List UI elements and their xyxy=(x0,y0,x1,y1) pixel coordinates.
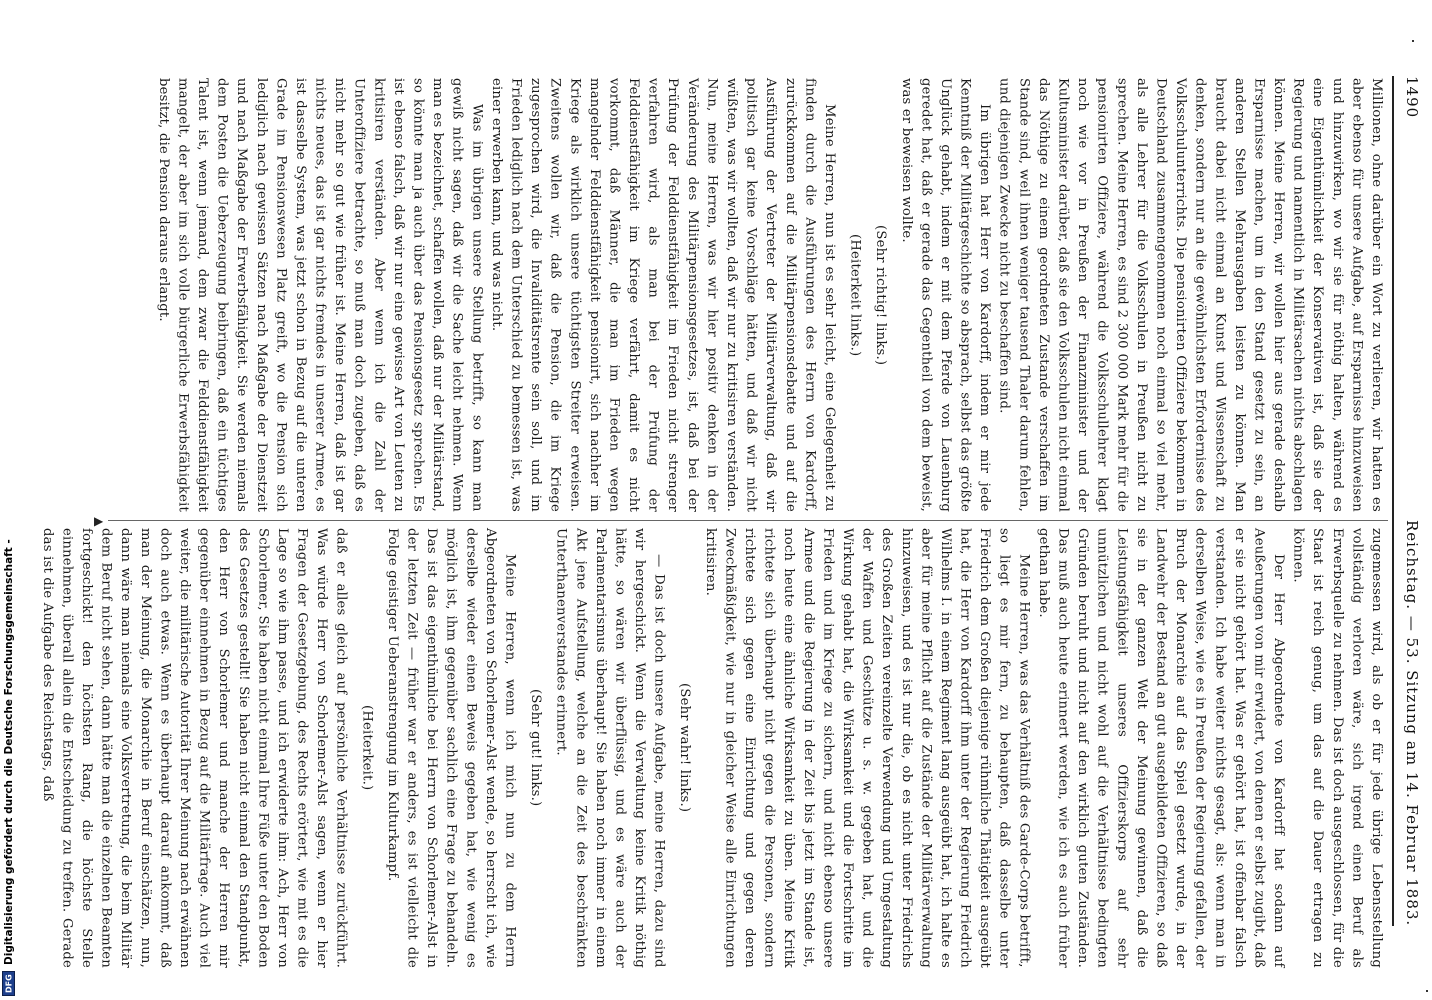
paragraph: Meine Herren, nun ist es sehr leicht, eine Gelegenheit zu finden durch die Ausführungen des Herrn von Kardorff, zurückkommen auf die Militärpensionsdebatte und auf die Ausführung der Vertreter der Militärverwaltung, daß wir politisch gar keine Vorschläge hätten, und daß wir nicht wüßten, was wir wollten, daß wir nur zu kritisiren verständen. Nun, meine Herren, was wir hier positiv denken in der Veränderung des Militärpensionsgesetzes, ist, daß bei der Prüfung der Felddienstfähigkeit im Frieden nicht strenger verfahren wird, als man bei der Prüfung der Felddienstfähigkeit im Kriege verfährt, damit es nicht vorkommt, daß Männer, die man im Frieden wegen mangelnder Felddienstfähigkeit pensionirt, sich nachher im Kriege als wirklich unsere tüchtigsten Streiter erweisen. Zweitens wollen wir, daß die Pension, die im Kriege zugesprochen wird, die Invaliditätsrente sein soll, und im Frieden lediglich nach dem Unterschied zu bemessen ist, was einer erwerben kann, und was nicht. xyxy=(488,78,837,512)
text-column-lower xyxy=(39,528,1386,968)
reaction: (Sehr richtig! links.) xyxy=(873,224,889,366)
paragraph: Im übrigen hat Herr von Kardorff, indem er mir jede Kenntniß der Militärgeschichte so absprach, selbst das größte Unglück gehabt, indem er mit dem Pferde von Lauenburg geredet hat, daß er gerade das Gegentheil von dem beweist, was er beweisen wollte. xyxy=(898,78,993,512)
scan-speck xyxy=(1426,990,1428,992)
text-column-upper xyxy=(112,78,1386,512)
paragraph: — Das ist doch unsere Aufgabe, meine Herren, dazu sind wir hergeschickt. Wenn die Verwaltung keine Kritik nöthig hätte, so wären wir überflüssig, und es wäre auch der Parlamentarismus überhaupt! Sie haben noch immer in einem Akt jene Aufstellung, welche an die Zeit des beschränkten Unterthanenverstandes erinnert. xyxy=(553,528,667,968)
page-header xyxy=(1398,76,1426,926)
paragraph: Meine Herren, wenn ich mich nun zu dem Herrn Abgeordneten von Schorlemer-Alst wende, so herrscht ich, wie derselbe wieder einen Beweis gegeben hat, wie wenig es möglich ist, ihm gegenüber sachlich eine Frage zu behandeln. Das ist das eigenthümliche bei Herrn von Schorlemer-Alst in der letzten Zeit — früher war er anders, es ist vielleicht die Folge geistiger Ueberanstrengung im Kulturkampf. xyxy=(384,528,518,968)
credit-text: Digitalisierung gefördert durch die Deutsche Forschungsgemeinschaft - xyxy=(3,539,15,966)
dfg-logo: DFG xyxy=(3,971,16,996)
digitization-credit xyxy=(2,6,16,996)
paragraph: Meine Herren, was das Verhältniß des Garde-Corps betrifft, so liegt es mir fern, zu behaupten, daß dasselbe unter Friedrich dem Großen diejenige rühmliche Thätigkeit ausgeübt hat, die Herr von Kardorff ihm unter der Regierung Friedrich Wilhelms I. in einem Regiment lang ausgeübt hat, ich halte es aber für meine Pflicht auf die Zustände der Militärverwaltung hinzuweisen, und es ist nur die, ob es nicht unter Friedrichs des Großen Zeiten vereinzelte Verwendung und Umgestaltung der Waffen und Geschütze u. s. w. gegeben hat, und die Wirkung gehabt hat, die Wirksamkeit und die Fortschritte im Frieden und im Kriege zu sichern, und nicht ebenso unsere Armee und die Regierung in der Zeit bis jetzt im Stande ist, noch heute eine ähnliche Wirksamkeit zu üben. Meine Kritik richtete sich überhaupt nicht gegen die Personen, sondern richtete sich gegen eine Einrichtung und gegen deren Zweckmäßigkeit, wie nur in gleicher Weise alle Einrichtungen kritisiren. xyxy=(702,528,1032,968)
reaction: (Sehr gut! links.) xyxy=(528,689,544,807)
paragraph: daß er alles gleich auf persönliche Verhältnisse zurückführt. Was würde Herr von Schorlemer-Alst sagen, wenn er hier Fragen der Gesetzgebung, des Rechts erörtert, wie mit es die Lage so wie ihm passe, und ich erwiderte ihm: Ach, Herr von Schorlemer, Sie haben nicht einmal Ihre Füße unter den Boden des Gesetzes gestellt! Sie haben nicht einmal den Standpunkt, den Herr von Schorlemer und manche der Herren mir gegenüber einnehmen in Bezug auf die Militärfrage. Auch viel weiter, die militärische Autorität Ihrer Meinung nach erwähnen doch auch etwas. Wenn es überhaupt darauf ankommt, daß man der Meinung, die Monarchie in Beruf einschätzen, nun, dann wäre man niemals eine Volksvertretung, die beim Militär dem Beruf nicht sehen, dann hätte man die einzelnen Beamten fortgeschickt! den höchsten Rang, die höchste Stelle einnehmen, überall allein die Entscheidung zu treffen. Gerade das ist die Aufgabe des Reichstags, daß xyxy=(39,528,349,968)
page-number: 1490 xyxy=(1403,76,1421,119)
paragraph: zugemessen wird, als ob er für jede übrige Lebensstellung vollständig verloren wäre, sich irgend einen Beruf als Erwerbsquelle zu nehmen. Das ist doch ausgeschlossen, für die Staat ist reich genug, um das auf die Dauer ertragen zu können. xyxy=(1290,528,1384,968)
column-separator xyxy=(108,520,1388,521)
paragraph: Millionen, ohne darüber ein Wort zu verlieren, wir hatten es aber ebenso für unsere Aufgabe, auf Ersparnisse hinzuweisen und hinzuwirken, wo wir sie für nöthig halten, während es eine Eigenthümlichkeit der Konservativen ist, daß sie der Regierung und namentlich in Militärsachen nichts abschlagen können. Meine Herren, wir wollen hier aus gerade deshalb Ersparnisse machen, um in den Stand gesetzt zu sein, an anderen Stellen Mehrausgaben leisten zu können. Man braucht dabei nicht einmal an Kunst und Wissenschaft zu denken, sondern nur an die gewöhnlichsten Erfordernisse des Volksschulunterrichts. Die pensionirten Offiziere bekommen in Deutschland zusammengenommen noch einmal so viel mehr, als alle Lehrer für die Volksschulen in Preußen nicht zu sprechen. Meine Herren, es sind 2 300 000 Mark mehr für die pensionirten Offiziere, während die Volksschullehrer klagt noch wie vor in Preußen der Finanzminister und der Kultusminister darüber, daß sie den Volksschulen nicht einmal das Nöthige zu einem geordneten Zustande verschaffen im Stande sind, weil ihnen weniger tausend Thaler darum fehlen, und diejenigen Zwecke nicht zu beschaffen sind. xyxy=(996,78,1384,512)
reaction: (Heiterkeit.) xyxy=(359,705,375,791)
reaction: (Heiterkeit links.) xyxy=(847,233,863,357)
paragraph: Der Herr Abgeordnete von Kardorff hat sodann auf Aeußerungen von mir erwidert, von denen er selbst zugibt, daß er sie nicht gehört hat. Was er gehört hat, ist offenbar falsch verstanden. Ich habe weiter nichts gesagt, als: wenn man in derselben Weise, wie es in Preußen der Regierung gefallen, der Bruch der Monarchie auf das Spiel gesetzt wurde, in der Landwehr der Bestand an gut ausgebildeten Offizieren, so daß sie in der ganzen Welt der Meinung gewinnen, daß die Leistungsfähigkeit unseres Offizierskorps auf sehr unnützlichen und nicht wohl auf die Verhältnisse bedingten Gründen beruht und nicht auf den wirklich guten Zuständen. Das muß auch heute erinnert werden, wie ich es auch früher gethan habe. xyxy=(1035,528,1287,968)
reaction: (Sehr wahr! links.) xyxy=(677,683,693,813)
header-rule xyxy=(1392,76,1394,926)
paragraph: Was im übrigen unsere Stellung betrifft, so kann man gewiß nicht sagen, daß wir die Sache leicht nehmen. Wenn man es bezeichnet, schaffen wollen, daß nur der Militärstand, so könnte man ja auch über das Pensionsgesetz sprechen. Es ist ebenso falsch, daß wir nur eine gewisse Art von Leuten zu kritisiren verständen. Aber wenn ich die Zahl der Unteroffiziere betrachte, so muß man doch zugeben, daß es nicht mehr so gut wie früher ist. Meine Herren, daß ist gar nichts neues, das ist gar nichts fremdes in unserer Armee, es ist dasselbe System, was jetzt schon in Bezug auf die unteren Grade im Pensionswesen Platz greift, wo die Pension sich lediglich nach gewissen Sätzen nach Maßgabe der Dienstzeit und nach Maßgabe der Erwerbsfähigkeit. Sie werden niemals dem Posten die Ueberzeugung beibringen, daß ein tüchtiges Talent ist, wenn jemand, dem zwar die Felddienstfähigkeit mangelt, der aber im sich volle bürgerliche Erwerbsfähigkeit besitzt, die Pension daraus erlangt. xyxy=(155,78,485,512)
scan-speck xyxy=(1412,40,1414,42)
separator-marker: ▶ xyxy=(94,514,104,528)
page-title: Reichstag. — 53. Sitzung am 14. Februar 1883. xyxy=(1403,519,1421,926)
